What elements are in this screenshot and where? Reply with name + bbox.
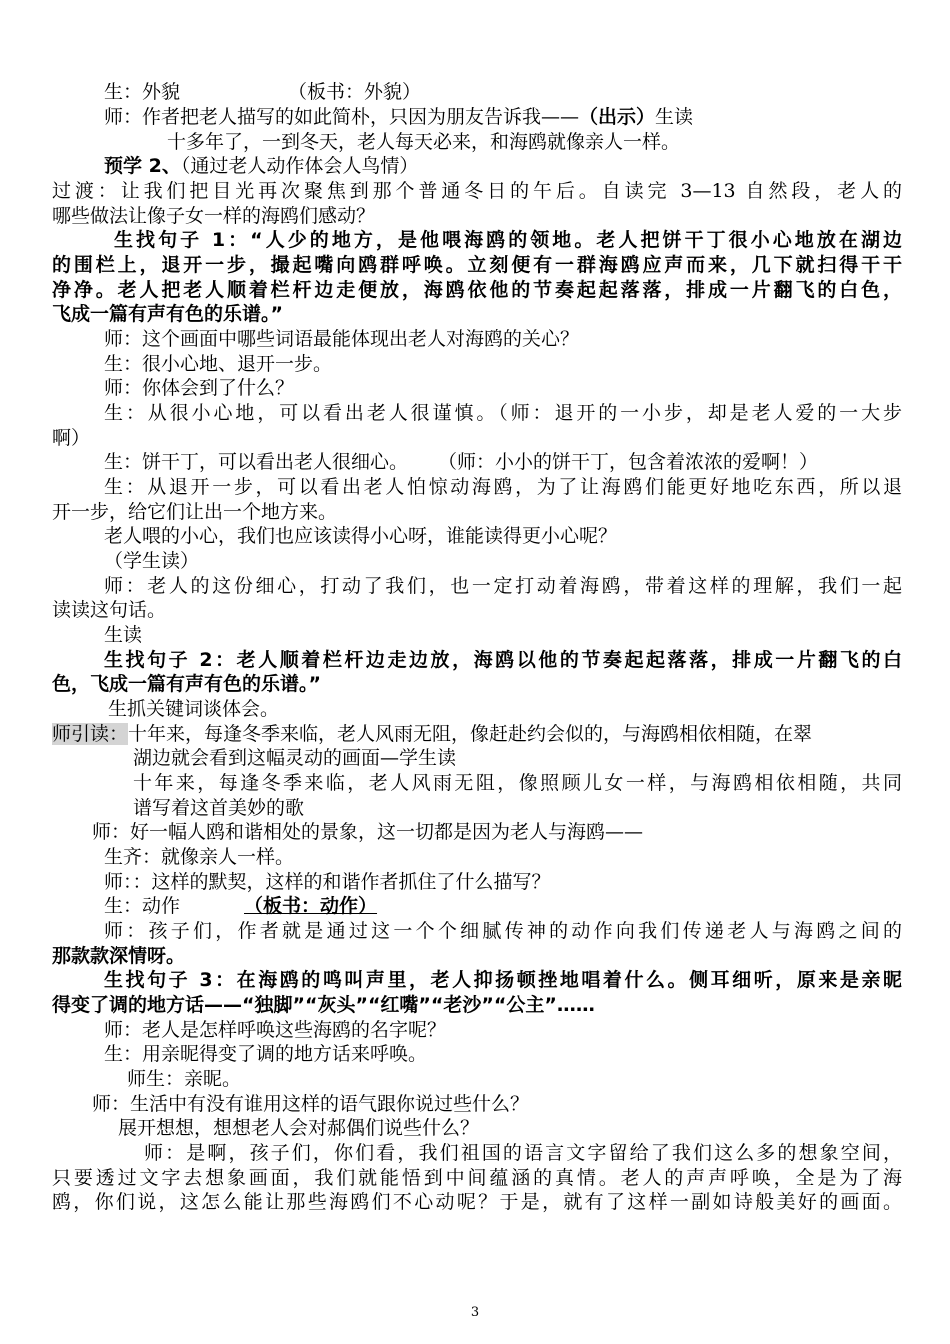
dialogue-line: 师：：这样的默契，这样的和谐作者抓住了什么描写？ [104, 871, 551, 893]
dialogue-line: 生：动作 （板书：动作） [104, 895, 378, 917]
dialogue-line: 师：生活中有没有谁用这样的语气跟你说过些什么？ [92, 1093, 530, 1115]
para-transition-2: 哪些做法让像子女一样的海鸥们感动？ [52, 205, 376, 227]
dialogue-line: 师：老人是怎样呼唤这些海鸥的名字呢？ [104, 1019, 447, 1041]
dialogue-line: 师：好一幅人鸥和谐相处的景象，这一切都是因为老人与海鸥—— [92, 821, 644, 843]
dialogue-line: 生读 [104, 624, 143, 646]
dialogue-line: 生齐：就像亲人一样。 [104, 846, 295, 868]
para-transition-1: 过渡：让我们把目光再次聚焦到那个普通冬日的午后。自读完 3—13 自然段，老人的 [52, 180, 902, 202]
dialogue-line: 生：很小心地、退开一步。 [104, 353, 333, 375]
dialogue-line: 老人喂的小心，我们也应该读得小心呀，谁能读得更小心呢？ [104, 525, 618, 547]
dialogue-line: 生：饼干丁，可以看出老人很细心。 （师：小小的饼干丁，包含着浓浓的爱啊！） [104, 451, 819, 473]
line-student-appearance: 生：外貌 （板书：外貌） [104, 81, 422, 103]
prestudy-heading: 预学 2、（通过老人动作体会人鸟情） [104, 155, 419, 177]
dialogue-line: 开一步，给它们让出一个地方来。 [52, 501, 338, 523]
sentence-2-line-1: 生找句子 2：老人顺着栏杆边走边放，海鸥以他的节奏起起落落，排成一片翻飞的白 [104, 649, 902, 671]
sentence-1-line-1: 生找句子 1：“人少的地方，是他喂海鸥的领地。老人把饼干丁很小心地放在湖边 [114, 229, 902, 251]
dialogue-line: 生抓关键词谈体会。 [108, 698, 280, 720]
dialogue-line: 师：这个画面中哪些词语最能体现出老人对海鸥的关心？ [104, 328, 580, 350]
page-number: 3 [470, 1305, 480, 1320]
dialogue-line: 师：你体会到了什么？ [104, 377, 295, 399]
guided-reading-label: 师引读： [52, 723, 129, 745]
sentence-1-line-4: 飞成一篇有声有色的乐谱。” [52, 303, 283, 325]
show-marker: （出示） [579, 106, 656, 128]
dialogue-line: （学生读） [104, 550, 200, 572]
guided-reading-line-4: 谱写着这首美妙的歌 [133, 797, 305, 819]
dialogue-line: 啊） [52, 427, 91, 449]
sentence-1-line-3: 净净。老人把老人顺着栏杆边走便放，海鸥依他的节奏起起落落，排成一片翻飞的白色， [52, 279, 902, 301]
guided-reading-line-2: 湖边就会看到这幅灵动的画面—学生读 [133, 747, 457, 769]
closing-line-3: 鸥，你们说，这怎么能让那些海鸥们不心动呢？于是，就有了这样一副如诗般美好的画面。 [52, 1191, 902, 1213]
dialogue-line: 师：孩子们，作者就是通过这一个个细腻传神的动作向我们传递老人与海鸥之间的 [104, 920, 902, 942]
dialogue-line: 展开想想，想想老人会对郝偶们说些什么？ [118, 1117, 480, 1139]
sentence-3-line-2: 得变了调的地方话——“独脚”“灰头”“红嘴”“老沙”“公主”…… [52, 994, 595, 1016]
dialogue-line: 生：从退开一步，可以看出老人怕惊动海鸥，为了让海鸥们能更好地吃东西，所以退 [104, 476, 902, 498]
guided-reading-line-3: 十年来，每逢冬季来临，老人风雨无阻，像照顾儿女一样，与海鸥相依相随，共同 [133, 772, 902, 794]
dialogue-line: 那款款深情呀。 [52, 945, 186, 967]
dialogue-line: 读读这句话。 [52, 599, 167, 621]
board-note: （板书：外貌） [288, 81, 422, 103]
guided-reading-line-1: 师引读：十年来，每逢冬季来临，老人风雨无阻，像赶赴约会似的，与海鸥相依相随，在翠 [52, 723, 813, 745]
line-quote: 十多年了，一到冬天，老人每天必来，和海鸥就像亲人一样。 [167, 131, 681, 153]
sentence-3-line-1: 生找句子 3：在海鸥的鸣叫声里，老人抑扬顿挫地唱着什么。侧耳细听，原来是亲昵 [104, 969, 902, 991]
dialogue-line: 生：用亲昵得变了调的地方话来呼唤。 [104, 1043, 428, 1065]
sentence-2-line-2: 色，飞成一篇有声有色的乐谱。” [52, 673, 321, 695]
dialogue-line: 生：从很小心地，可以看出老人很谨慎。（师：退开的一小步，却是老人爱的一大步 [104, 402, 902, 424]
closing-line-2: 只要透过文字去想象画面，我们就能悟到中间蕴涵的真情。老人的声声呼唤，全是为了海 [52, 1167, 902, 1189]
dialogue-line: 师生：亲昵。 [127, 1068, 242, 1090]
line-teacher-shows: 师：作者把老人描写的如此简朴，只因为朋友告诉我——（出示）生读 [104, 106, 694, 128]
closing-line-1: 师：是啊，孩子们，你们看，我们祖国的语言文字留给了我们这么多的想象空间， [144, 1142, 902, 1164]
sentence-1-line-2: 的围栏上，退开一步，撮起嘴向鸥群呼唤。立刻便有一群海鸥应声而来，几下就扫得干干 [52, 254, 902, 276]
dialogue-line: 师：老人的这份细心，打动了我们，也一定打动着海鸥，带着这样的理解，我们一起 [104, 575, 902, 597]
board-note: （板书：动作） [244, 895, 378, 917]
